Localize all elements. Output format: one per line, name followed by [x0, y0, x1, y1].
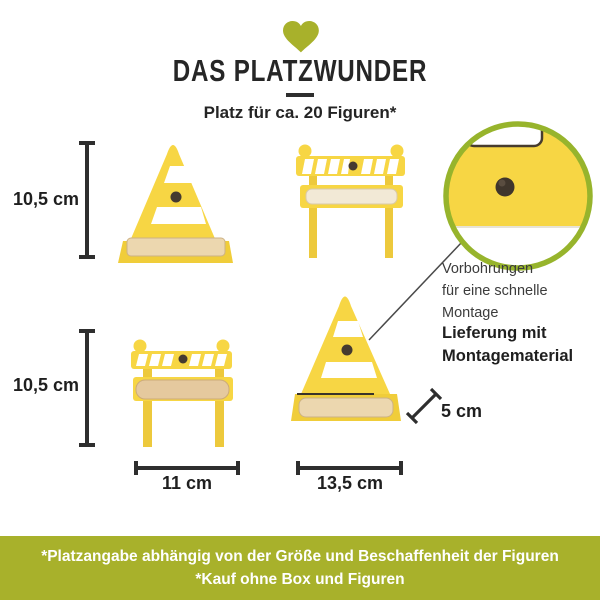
cone-stripe-cutout — [321, 362, 377, 378]
label-cone-height: 10,5 cm — [12, 189, 80, 209]
wood-base — [299, 398, 393, 417]
footer-line-2: *Kauf ohne Box und Figuren — [195, 570, 405, 588]
label-barrier-height: 10,5 cm — [12, 375, 80, 395]
barrier-leg — [215, 364, 224, 447]
barrier-leg — [385, 170, 393, 258]
barrier-bottom-left — [131, 340, 233, 448]
footer-line-1: *Platzangabe abhängig von der Größe und Beschaffenheit der Figuren — [41, 547, 559, 565]
barrier-knob — [134, 340, 147, 353]
callout-note-line: Vorbohrungen — [442, 261, 534, 277]
cone-stripe-cutout — [333, 321, 363, 337]
barrier-knob — [299, 145, 312, 158]
title-divider — [286, 93, 314, 97]
page-title: DAS PLATZWUNDER — [172, 53, 428, 88]
heart-icon — [283, 21, 319, 52]
drill-hole — [349, 162, 358, 171]
barrier-leg — [309, 170, 317, 258]
label-barrier-width: 11 cm — [161, 473, 213, 493]
footer-disclaimer-bar — [0, 536, 600, 600]
zoomed-drill-hole-highlight — [499, 180, 506, 187]
cone-stripe-cutout — [151, 207, 206, 224]
barrier-leg — [143, 364, 152, 447]
page-subtitle: Platz für ca. 20 Figuren* — [203, 103, 397, 122]
traffic-cone-bottom-middle — [291, 297, 401, 422]
barrier-knob — [391, 145, 404, 158]
callout-note-line: Montage — [442, 305, 499, 321]
barrier-top-right — [296, 145, 405, 259]
label-depth: 5 cm — [441, 401, 483, 421]
zoomed-shadow-line — [440, 226, 598, 228]
drill-hole — [171, 192, 182, 203]
wood-panel — [306, 189, 397, 204]
wood-base — [127, 238, 225, 256]
barrier-knob — [217, 340, 230, 353]
magnifier-detail-circle — [440, 123, 598, 268]
measure-depth — [407, 389, 441, 423]
zoomed-drill-hole — [496, 178, 515, 197]
callout-note-line: für eine schnelle — [442, 283, 548, 299]
wood-panel — [136, 380, 229, 399]
drill-hole — [179, 355, 188, 364]
traffic-cone-top-left — [118, 145, 233, 263]
drill-hole — [342, 345, 353, 356]
label-cone-width: 13,5 cm — [316, 473, 384, 493]
callout-highlight-line: Montagematerial — [442, 347, 574, 365]
callout-highlight-line: Lieferung mit — [442, 324, 547, 342]
